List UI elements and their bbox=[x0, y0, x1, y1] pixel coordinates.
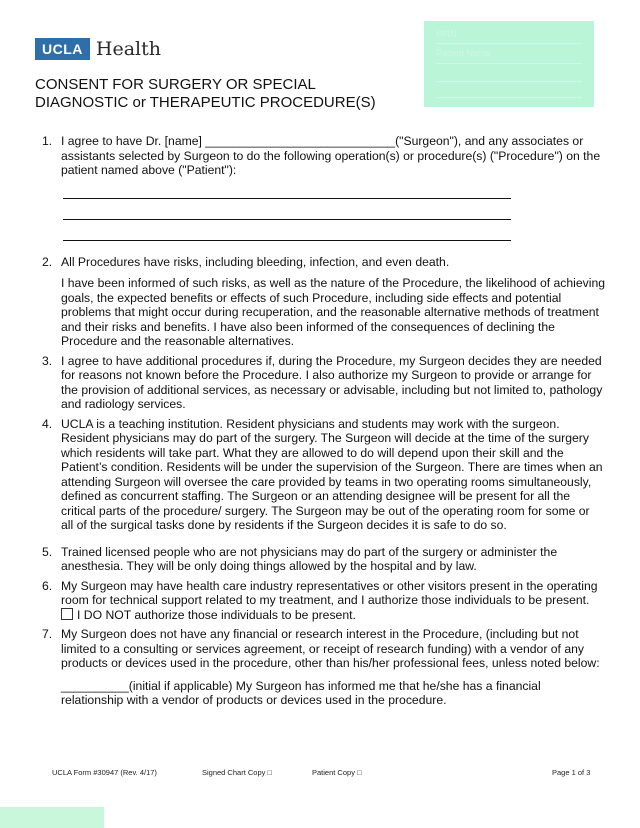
clause-1 bbox=[37, 134, 605, 241]
clause-paragraph: I have been informed of such risks, as well as the nature of the Procedure, the likelihood of achieving goals, the expected benefits or effects of such Procedure, including side effects and potential problems that might occur during recuperation, and the reasonable alternative methods of treatment and their risks and benefits. I have also been informed of the consequences of declining the Procedure and the reasonable alternatives. bbox=[61, 276, 606, 348]
procedure-line-1[interactable] bbox=[63, 178, 511, 199]
clause-2 bbox=[37, 255, 605, 349]
clause-5 bbox=[37, 545, 605, 574]
clause-text: UCLA is a teaching institution. Resident physicians and students may work with the surgeon. Resident physicians may do part of the surgery. The Surgeon will decide at the time of the surgery which residents will take part. What they are allowed to do will depend upon their skill and the Patient’s condition. Residents will be under the supervision of the Surgeon. There are times when an attending Surgeon will oversee the care provided by teams in two operating rooms simultaneously, defined as concurrent staffing. The Surgeon or an attending designee will be present for all the critical parts of the procedure/ surgery. The Surgeon may be out of the operating room for some or all of the surgical tasks done by residents if the Surgeon decides it is safe to do so. bbox=[61, 416, 603, 532]
procedure-line-3[interactable] bbox=[63, 220, 511, 241]
patient-box-rule bbox=[436, 63, 582, 64]
clause-number: 1. bbox=[42, 134, 53, 148]
clause-text: All Procedures have risks, including bleeding, infection, and even death. bbox=[61, 254, 450, 269]
clause-number: 4. bbox=[42, 416, 53, 431]
patient-box-rule bbox=[436, 81, 582, 82]
clause-text: I agree to have Dr. [name] ____________________________("Surgeon"), and any associates or assistants selected by Surgeon to do the following operation(s) or procedure(s) ("Procedure") on the patient named above ("Patient"): bbox=[61, 134, 601, 177]
clause-text: I agree to have additional procedures if, during the Procedure, my Surgeon decides they are needed for reasons not known before the Procedure. I also authorize my Surgeon to provide or arrange for the provision of additional services, as necessary or advisable, including but not limited to, pathology and radiology services. bbox=[61, 353, 603, 411]
title-line-1: CONSENT FOR SURGERY OR SPECIAL bbox=[35, 76, 316, 93]
clause-6 bbox=[37, 579, 605, 623]
signed-chart-copy: Signed Chart Copy □ bbox=[202, 768, 272, 777]
patient-box-rule bbox=[436, 97, 582, 98]
clause-number: 5. bbox=[42, 544, 53, 559]
clause-number: 7. bbox=[42, 627, 53, 641]
clause-text: My Surgeon may have health care industry representatives or other visitors present in the operating room for technical support related to my treatment, and I authorize those individuals to be present. bbox=[61, 578, 598, 607]
title-line-2: DIAGNOSTIC or THERAPEUTIC PROCEDURE(S) bbox=[35, 94, 376, 111]
clause-text: My Surgeon does not have any financial or research interest in the Procedure, (including but not limited to a consulting or services agreement, or receipt of research funding) with a vendor of any products or devices used in the procedure, other than his/her professional fees, unless noted below: bbox=[61, 627, 600, 670]
clause-number: 6. bbox=[42, 578, 53, 593]
logo-name: Health bbox=[95, 38, 161, 60]
clause-number: 3. bbox=[42, 353, 53, 368]
clause-7 bbox=[37, 627, 605, 671]
clause-number: 2. bbox=[42, 254, 53, 269]
clause-3 bbox=[37, 354, 605, 412]
optout-checkbox[interactable] bbox=[61, 608, 73, 620]
form-number: UCLA Form #30947 (Rev. 4/17) bbox=[52, 768, 157, 777]
patient-name-label: Patient Name bbox=[436, 48, 491, 58]
visitor-optout bbox=[61, 608, 605, 623]
document-tab-strip bbox=[0, 807, 104, 828]
page-title bbox=[35, 76, 376, 112]
initial-statement[interactable]: __________(initial if applicable) My Surgeon has informed me that he/she has a financial relationship with a vendor of products or devices used in the procedure. bbox=[61, 678, 541, 707]
consent-body bbox=[37, 134, 605, 708]
mrn-label: MRN bbox=[436, 29, 457, 39]
clause-4 bbox=[37, 417, 605, 533]
procedure-line-2[interactable] bbox=[63, 199, 511, 220]
page-number: Page 1 of 3 bbox=[552, 768, 591, 777]
logo-brand: UCLA bbox=[35, 38, 90, 60]
patient-label-box bbox=[424, 21, 594, 107]
patient-box-rule bbox=[436, 43, 582, 44]
checkbox-label: I DO NOT authorize those individuals to be present. bbox=[77, 607, 356, 622]
patient-copy: Patient Copy □ bbox=[312, 768, 362, 777]
clause-text: Trained licensed people who are not physicians may do part of the surgery or administer the anesthesia. They will be only doing things allowed by the hospital and by law. bbox=[61, 544, 558, 573]
ucla-health-logo bbox=[35, 38, 161, 60]
